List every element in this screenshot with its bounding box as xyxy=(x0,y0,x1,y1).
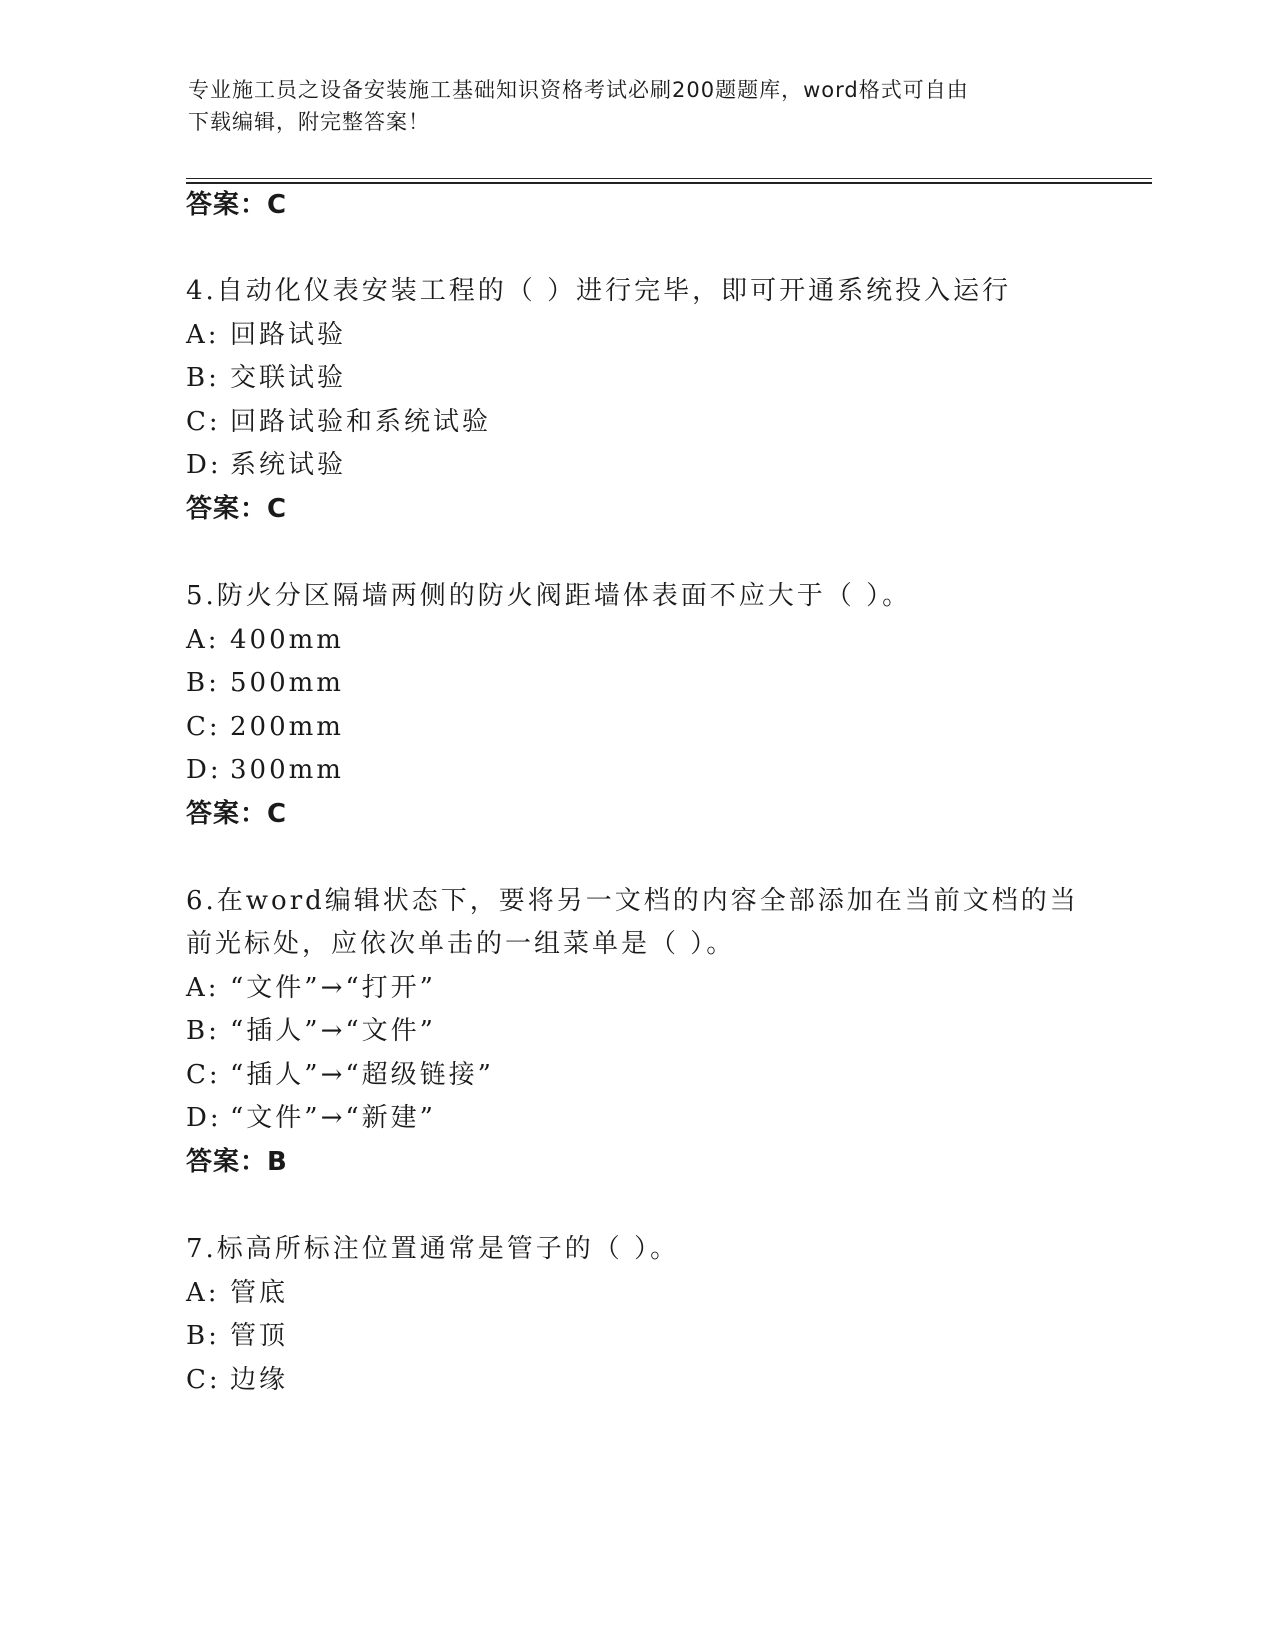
question-6-answer: 答案：B xyxy=(186,1147,288,1177)
question-5-stem: 5.防火分区隔墙两侧的防火阀距墙体表面不应大于（ ）。 xyxy=(186,581,912,611)
header-divider-thick xyxy=(186,182,1152,184)
question-7-option-a: A: 管底 xyxy=(186,1278,289,1308)
question-5-option-a: A: 400mm xyxy=(186,625,344,655)
question-7-option-b: B: 管顶 xyxy=(186,1321,289,1351)
question-5-option-b: B: 500mm xyxy=(186,668,344,698)
question-6-option-a: A: “文件”→“打开” xyxy=(186,973,436,1003)
header-line-2: 下载编辑，附完整答案！ xyxy=(188,110,430,134)
question-5-option-c: C: 200mm xyxy=(186,712,344,742)
question-4-answer: 答案：C xyxy=(186,494,288,524)
header-line-1: 专业施工员之设备安装施工基础知识资格考试必刷200题题库，word格式可自由 xyxy=(188,78,969,102)
question-4-stem: 4.自动化仪表安装工程的（ ）进行完毕，即可开通系统投入运行 xyxy=(186,276,1012,306)
question-4-option-d: D: 系统试验 xyxy=(186,450,347,480)
question-6-option-c: C: “插人”→“超级链接” xyxy=(186,1060,494,1090)
question-4-option-b: B: 交联试验 xyxy=(186,363,347,393)
question-6-option-d: D: “文件”→“新建” xyxy=(186,1103,436,1133)
question-4-option-a: A: 回路试验 xyxy=(186,320,347,350)
page-header xyxy=(188,74,1078,138)
question-5-answer: 答案：C xyxy=(186,799,288,829)
question-6-stem-line-1: 6.在word编辑状态下，要将另一文档的内容全部添加在当前文档的当 xyxy=(186,886,1079,916)
question-6-option-b: B: “插人”→“文件” xyxy=(186,1016,436,1046)
question-7-stem: 7.标高所标注位置通常是管子的（ ）。 xyxy=(186,1234,680,1264)
header-divider-thin xyxy=(186,178,1152,179)
previous-answer: 答案：C xyxy=(186,190,288,220)
question-7-option-c: C: 边缘 xyxy=(186,1365,289,1395)
question-5-option-d: D: 300mm xyxy=(186,755,344,785)
question-6-stem-line-2: 前光标处，应依次单击的一组菜单是（ ）。 xyxy=(186,929,736,959)
question-4-option-c: C: 回路试验和系统试验 xyxy=(186,407,492,437)
